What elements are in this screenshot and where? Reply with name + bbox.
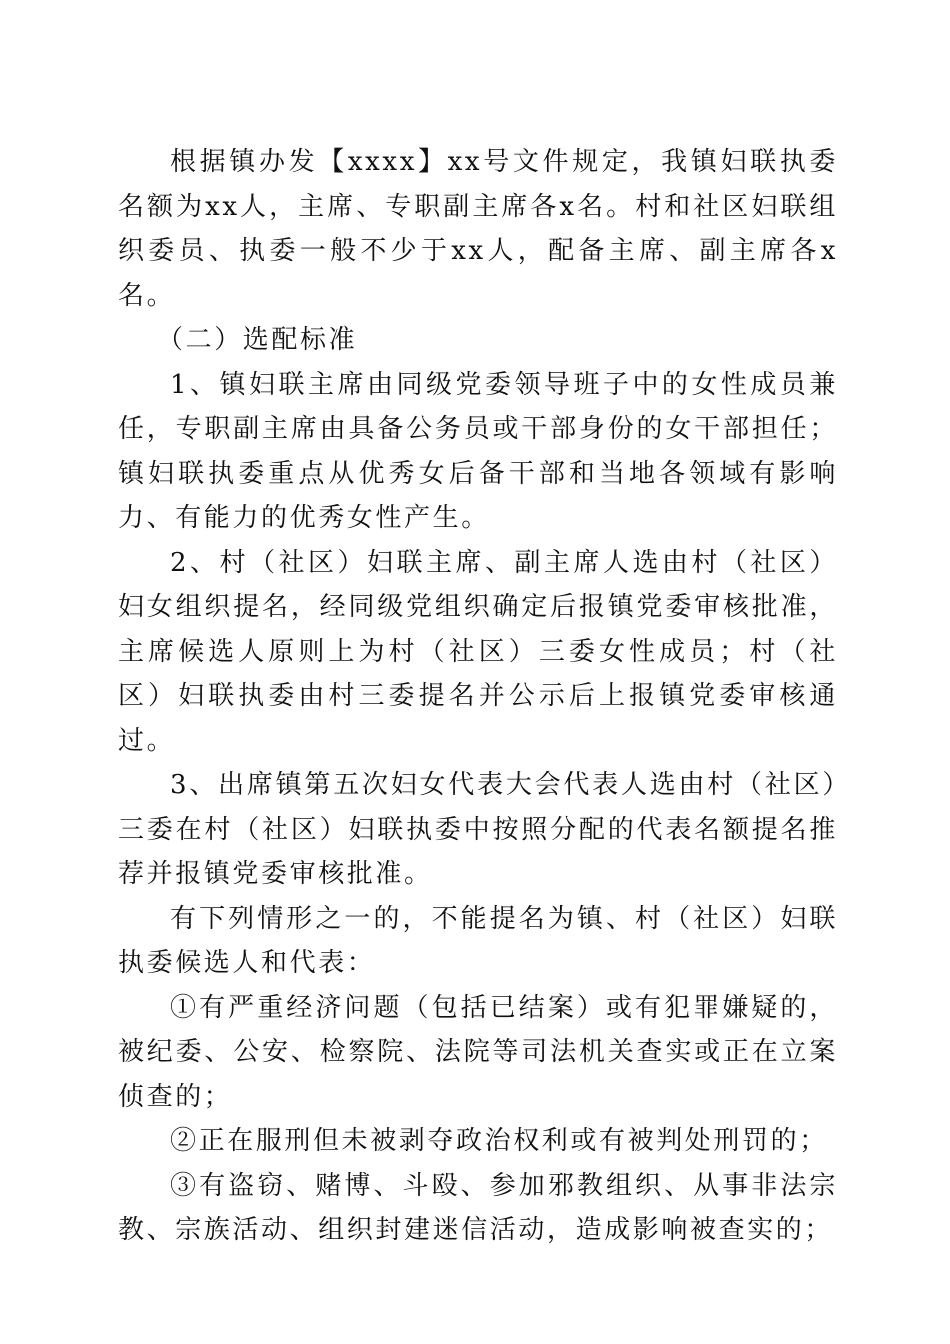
- paragraph-exclusion-intro: 有下列情形之一的，不能提名为镇、村（社区）妇联执委候选人和代表：: [118, 903, 838, 978]
- document-body: [118, 140, 838, 1253]
- paragraph-quota: 根据镇办发【xxxx】xx号文件规定，我镇妇联执委名额为xx人，主席、专职副主席各x名。村和社区妇联组织委员、执委一般不少于xx人，配备主席、副主席各x名。: [118, 147, 838, 311]
- paragraph-criterion-1: 1、镇妇联主席由同级党委领导班子中的女性成员兼任，专职副主席由具备公务员或干部身份的女干部担任；镇妇联执委重点从优秀女后备干部和当地各领域有影响力、有能力的优秀女性产生。: [118, 369, 838, 533]
- list-item-exclusion-1: ①有严重经济问题（包括已结案）或有犯罪嫌疑的，被纪委、公安、检察院、法院等司法机关查实或正在立案侦查的；: [118, 992, 838, 1112]
- list-item-exclusion-2: ②正在服刑但未被剥夺政治权利或有被判处刑罚的；: [170, 1126, 828, 1156]
- paragraph-criterion-3: 3、出席镇第五次妇女代表大会代表人选由村（社区）三委在村（社区）妇联执委中按照分配的代表名额提名推荐并报镇党委审核批准。: [118, 770, 838, 889]
- list-item-exclusion-3: ③有盗窃、赌博、斗殴、参加邪教组织、从事非法宗教、宗族活动、组织封建迷信活动，造成影响被查实的；: [118, 1170, 838, 1245]
- paragraph-criterion-2: 2、村（社区）妇联主席、副主席人选由村（社区）妇女组织提名，经同级党组织确定后报镇党委审核批准，主席候选人原则上为村（社区）三委女性成员；村（社区）妇联执委由村三委提名并公示后上报镇党委审核通过。: [118, 547, 838, 756]
- section-heading-selection-criteria: （二）选配标准: [157, 325, 358, 355]
